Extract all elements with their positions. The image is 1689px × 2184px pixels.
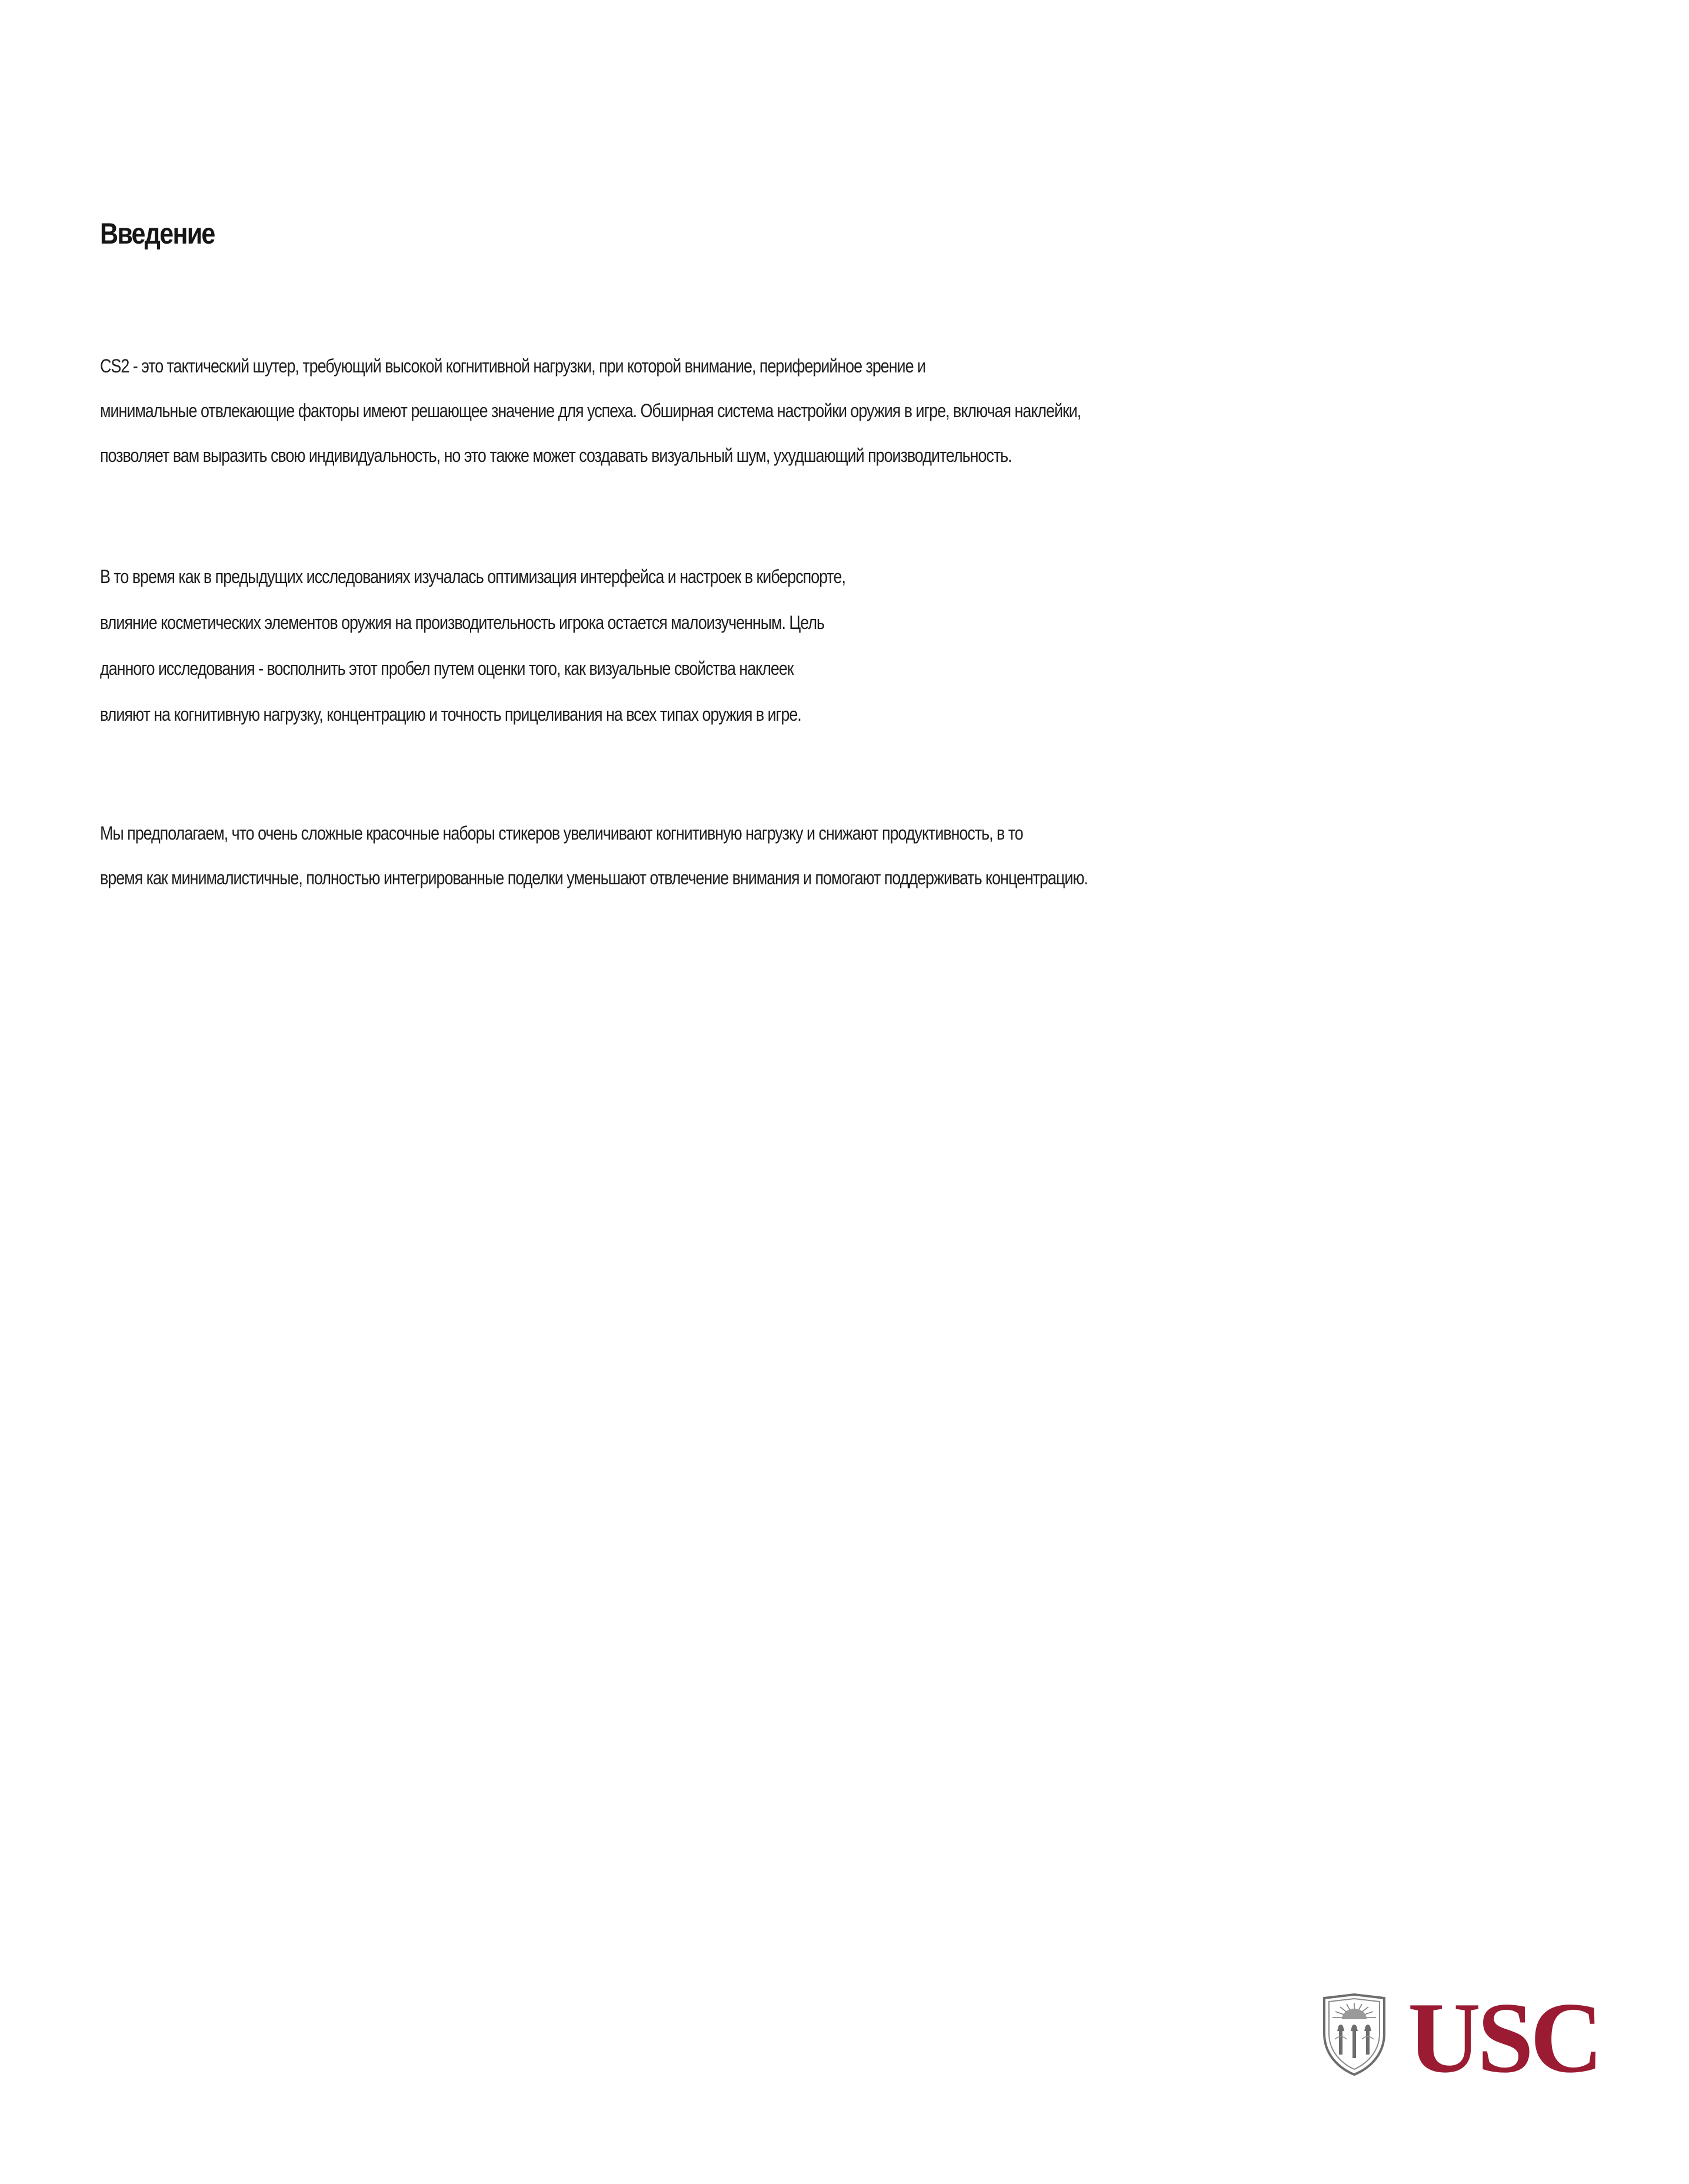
usc-logo	[1321, 1982, 1600, 2094]
paragraph-1-line-2: минимальные отвлекающие факторы имеют решающее значение для успеха. Обширная система настройки оружия в игре, включая наклейки,	[100, 400, 1081, 421]
paragraph-1-line-1: CS2 - это тактический шутер, требующий высокой когнитивной нагрузки, при которой внимание, периферийное зрение и	[100, 355, 925, 377]
paragraph-1-line-3: позволяет вам выразить свою индивидуальность, но это также может создавать визуальный шум, ухудшающий производительность.	[100, 445, 1012, 466]
paragraph-2-line-4: влияют на когнитивную нагрузку, концентрацию и точность прицеливания на всех типах оружия в игре.	[100, 704, 801, 725]
paragraph-3-line-2: время как минималистичные, полностью интегрированные поделки уменьшают отвлечение внимания и помогают поддерживать концентрацию.	[100, 867, 1088, 888]
usc-seal-icon	[1321, 1992, 1388, 2077]
paragraph-2-line-2: влияние косметических элементов оружия на производительность игрока остается малоизученным. Цель	[100, 612, 825, 633]
paragraph-2-line-1: В то время как в предыдущих исследованиях изучалась оптимизация интерфейса и настроек в киберспорте,	[100, 566, 845, 587]
section-heading: Введение	[100, 217, 215, 250]
paragraph-2-line-3: данного исследования - восполнить этот пробел путем оценки того, как визуальные свойства наклеек	[100, 658, 794, 679]
paragraph-3-line-1: Мы предполагаем, что очень сложные красочные наборы стикеров увеличивают когнитивную нагрузку и снижают продуктивность, в то	[100, 823, 1023, 844]
usc-wordmark: USC	[1408, 1982, 1600, 2094]
